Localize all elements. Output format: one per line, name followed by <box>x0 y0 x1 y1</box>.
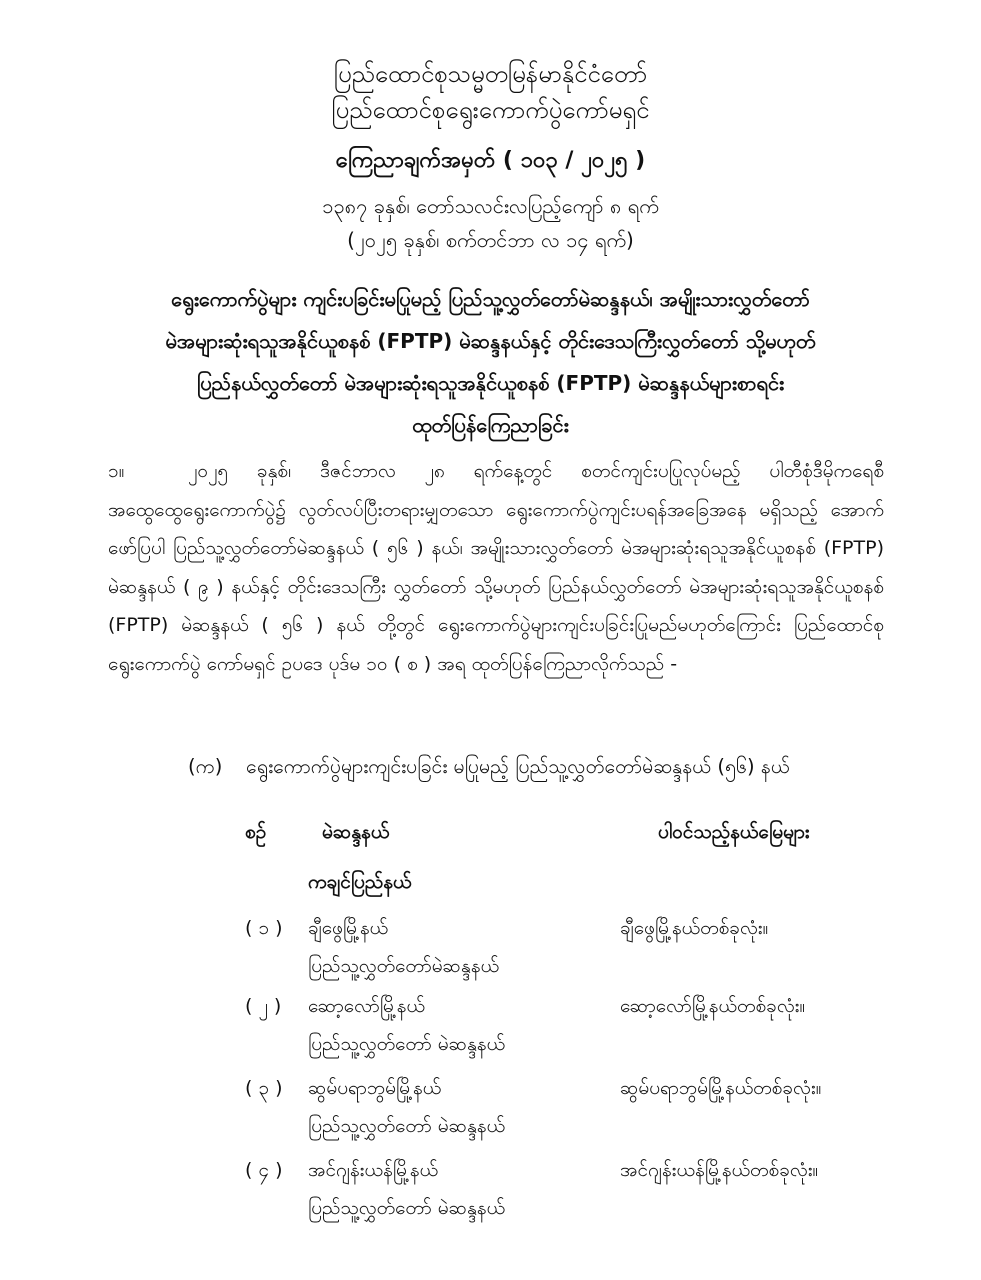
constituency-type: ပြည်သူ့လွှတ်တော် မဲဆန္ဒနယ် <box>308 1033 506 1055</box>
constituency-name: အင်ဂျန်းယန်မြို့နယ် <box>308 1159 439 1181</box>
col-header-areas: ပါဝင်သည့်နယ်မြေများ <box>658 821 810 843</box>
subject-line-2: မဲအများဆုံးရသူအနိုင်ယူစနစ် (FPTP) မဲဆန္ဒနယ်နှင့် တိုင်းဒေသကြီးလွှတ်တော် သို့မဟုတ် <box>165 329 816 353</box>
row-number: ( ၁ ) <box>245 917 283 939</box>
paragraph-number: ၁။ <box>108 460 125 482</box>
row-number: ( ၄ ) <box>245 1159 283 1181</box>
row-number: ( ၃ ) <box>245 1077 283 1099</box>
notice-number: ကြေညာချက်အမှတ် ( ၁၀၃ / ၂၀၂၅ ) <box>335 148 646 173</box>
included-areas: အင်ဂျန်းယန်မြို့နယ်တစ်ခုလုံး။ <box>620 1159 819 1181</box>
header-commission: ပြည်ထောင်စုရွေးကောက်ပွဲကော်မရှင် <box>331 96 650 124</box>
paragraph-1 <box>108 452 884 683</box>
region-heading: ကချင်ပြည်နယ် <box>308 871 412 893</box>
constituency-name: ဆွမ်ပရာဘွမ်မြို့နယ် <box>308 1077 442 1099</box>
row-number: ( ၂ ) <box>245 995 282 1017</box>
header-country: ပြည်ထောင်စုသမ္မတမြန်မာနိုင်ငံတော် <box>333 60 648 88</box>
col-header-no: စဉ် <box>245 821 267 843</box>
section-a-label: (က) <box>188 755 223 778</box>
date-gregorian: (၂၀၂၅ ခုနှစ်၊ စက်တင်ဘာ လ ၁၄ ရက်) <box>347 228 634 252</box>
constituency-type: ပြည်သူ့လွှတ်တော်မဲဆန္ဒနယ် <box>308 955 500 977</box>
date-myanmar: ၁၃၈၇ ခုနှစ်၊ တော်သလင်းလပြည့်ကျော် ၈ ရက် <box>322 194 659 218</box>
subject-line-1: ရွေးကောက်ပွဲများ ကျင်းပခြင်းမပြုမည့် ပြည်သူ့လွှတ်တော်မဲဆန္ဒနယ်၊ အမျိုးသားလွှတ်တော် <box>171 287 810 311</box>
subject-line-3: ပြည်နယ်လွှတ်တော် မဲအများဆုံးရသူအနိုင်ယူစနစ် (FPTP) မဲဆန္ဒနယ်များစာရင်း <box>196 371 785 395</box>
subject-line-4: ထုတ်ပြန်ကြေညာခြင်း <box>412 413 569 437</box>
paragraph-text: ၂၀၂၅ ခုနှစ်၊ ဒီဇင်ဘာလ ၂၈ ရက်နေ့တွင် စတင်ကျင်းပပြုလုပ်မည့် ပါတီစုံဒီမိုကရေစီ အထွေထွေရွေးကောက်ပွဲ၌ လွတ်လပ်ပြီးတရားမျှတသော ရွေးကောက်ပွဲကျင်းပရန်အခြေအနေ မရှိသည့် အောက်ဖော်ပြပါ ပြည်သူ့လွှတ်တော်မဲဆန္ဒနယ် ( ၅၆ ) နယ်၊ အမျိုးသားလွှတ်တော် မဲအများဆုံးရသူအနိုင်ယူစနစ် (FPTP) မဲဆန္ဒနယ် ( ၉ ) နယ်နှင့် တိုင်းဒေသကြီး လွှတ်တော် သို့မဟုတ် ပြည်နယ်လွှတ်တော် မဲအများဆုံးရသူအနိုင်ယူစနစ် (FPTP) မဲဆန္ဒနယ် ( ၅၆ ) နယ် တို့တွင် ရွေးကောက်ပွဲများကျင်းပခြင်းပြုမည်မဟုတ်ကြောင်း ပြည်ထောင်စုရွေးကောက်ပွဲ ကော်မရှင် ဥပဒေ ပုဒ်မ ၁၀ ( စ ) အရ ထုတ်ပြန်ကြေညာလိုက်သည် - <box>108 460 884 675</box>
constituency-name: ဆော့လော်မြို့နယ် <box>308 995 425 1017</box>
section-a-heading <box>188 752 888 782</box>
section-a-title: ရွေးကောက်ပွဲများကျင်းပခြင်း မပြုမည့် ပြည်သူ့လွှတ်တော်မဲဆန္ဒနယ် (၅၆) နယ် <box>246 755 790 778</box>
included-areas: ဆော့လော်မြို့နယ်တစ်ခုလုံး။ <box>620 995 806 1017</box>
constituency-type: ပြည်သူ့လွှတ်တော် မဲဆန္ဒနယ် <box>308 1197 506 1219</box>
col-header-constituency: မဲဆန္ဒနယ် <box>322 821 390 843</box>
constituency-name: ချီဖွေမြို့နယ် <box>308 917 389 939</box>
included-areas: ဆွမ်ပရာဘွမ်မြို့နယ်တစ်ခုလုံး။ <box>620 1077 822 1099</box>
included-areas: ချီဖွေမြို့နယ်တစ်ခုလုံး။ <box>620 917 769 939</box>
constituency-type: ပြည်သူ့လွှတ်တော် မဲဆန္ဒနယ် <box>308 1115 506 1137</box>
